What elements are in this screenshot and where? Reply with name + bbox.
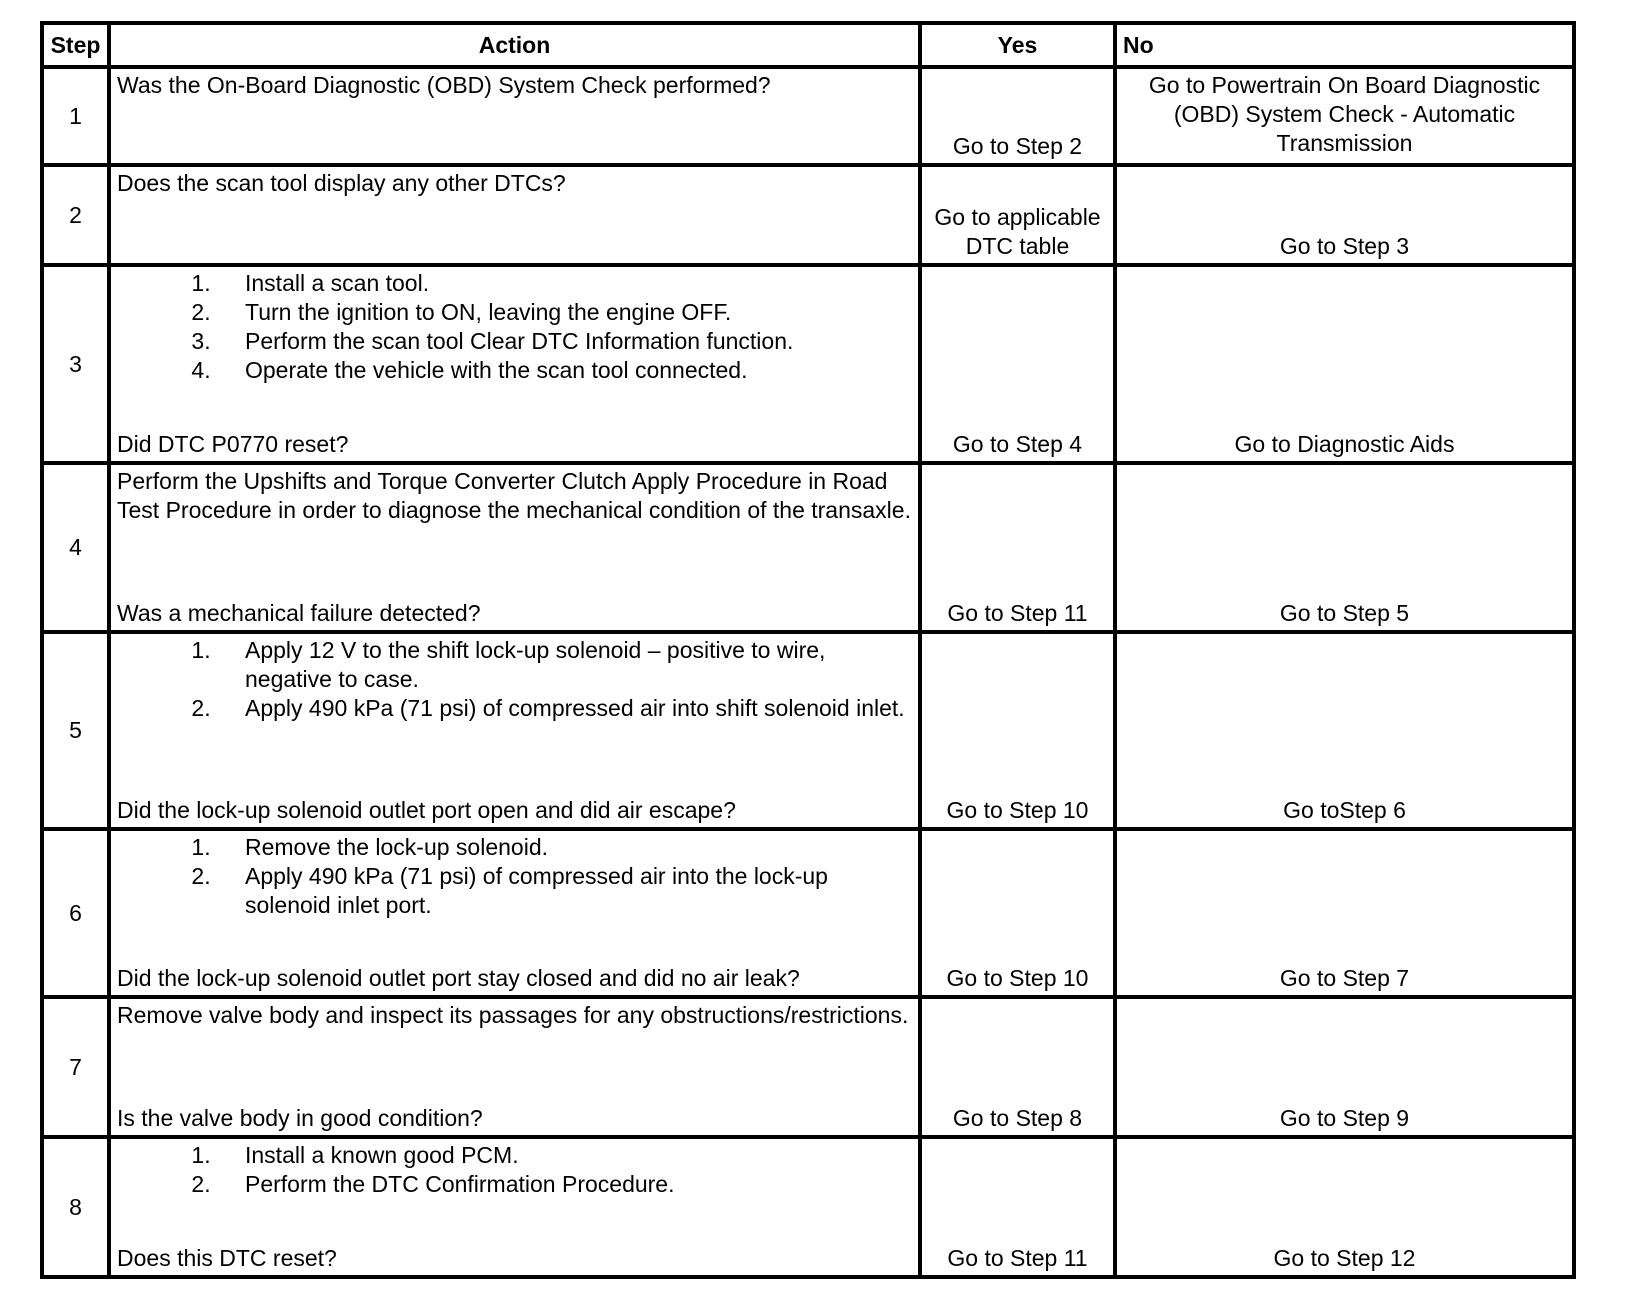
action-step: 4. Operate the vehicle with the scan tool connected. <box>217 356 912 385</box>
step-number: 5 <box>42 632 109 829</box>
header-step: Step <box>42 23 109 67</box>
header-row <box>42 23 1574 67</box>
no-link[interactable]: Go to Powertrain On Board Diagnostic (OBD) System Check - Automatic Transmission <box>1115 67 1574 165</box>
step-number: 8 <box>42 1137 109 1277</box>
table-row <box>42 265 1574 463</box>
action-question: Is the valve body in good condition? <box>117 1105 483 1131</box>
yes-link[interactable]: Go to Step 10 <box>920 632 1115 829</box>
action-cell <box>109 997 920 1137</box>
header-no: No <box>1115 23 1574 67</box>
header-yes: Yes <box>920 23 1115 67</box>
action-step: 1. Apply 12 V to the shift lock-up solenoid – positive to wire, negative to case. <box>217 636 912 694</box>
no-link[interactable]: Go to Step 12 <box>1115 1137 1574 1277</box>
action-cell <box>109 1137 920 1277</box>
action-question: Did the lock-up solenoid outlet port stay closed and did no air leak? <box>117 965 800 991</box>
action-cell <box>109 165 920 265</box>
action-question: Did DTC P0770 reset? <box>117 431 349 457</box>
action-step: 2. Apply 490 kPa (71 psi) of compressed air into shift solenoid inlet. <box>217 694 912 723</box>
table-row <box>42 165 1574 265</box>
action-steps <box>117 833 912 920</box>
action-step: 1. Install a known good PCM. <box>217 1141 912 1170</box>
action-step: 2. Perform the DTC Confirmation Procedure. <box>217 1170 912 1199</box>
action-cell <box>109 632 920 829</box>
yes-link[interactable]: Go to Step 4 <box>920 265 1115 463</box>
step-number: 1 <box>42 67 109 165</box>
action-text: Remove valve body and inspect its passages for any obstructions/restrictions. <box>117 1002 909 1028</box>
action-text: Perform the Upshifts and Torque Converter Clutch Apply Procedure in Road Test Procedure in order to diagnose the mechanical condition of the transaxle. <box>117 468 911 523</box>
table-row <box>42 829 1574 997</box>
action-step: 2. Turn the ignition to ON, leaving the engine OFF. <box>217 298 912 327</box>
action-step: 3. Perform the scan tool Clear DTC Information function. <box>217 327 912 356</box>
action-step: 2. Apply 490 kPa (71 psi) of compressed air into the lock-up solenoid inlet port. <box>217 862 912 920</box>
action-step: 1. Install a scan tool. <box>217 269 912 298</box>
action-text: Was the On-Board Diagnostic (OBD) System Check performed? <box>117 72 771 98</box>
action-text: Does the scan tool display any other DTCs? <box>117 170 566 196</box>
yes-link[interactable]: Go to Step 8 <box>920 997 1115 1137</box>
table-row <box>42 67 1574 165</box>
action-cell <box>109 463 920 632</box>
no-link[interactable]: Go to Step 5 <box>1115 463 1574 632</box>
action-question: Did the lock-up solenoid outlet port open and did air escape? <box>117 797 736 823</box>
no-link[interactable]: Go to Step 7 <box>1115 829 1574 997</box>
no-link[interactable]: Go to Step 3 <box>1115 165 1574 265</box>
step-number: 6 <box>42 829 109 997</box>
diagnostic-table <box>40 21 1576 1279</box>
header-action: Action <box>109 23 920 67</box>
no-link[interactable]: Go toStep 6 <box>1115 632 1574 829</box>
action-step: 1. Remove the lock-up solenoid. <box>217 833 912 862</box>
step-number: 4 <box>42 463 109 632</box>
table-row <box>42 997 1574 1137</box>
step-number: 2 <box>42 165 109 265</box>
action-question: Does this DTC reset? <box>117 1245 337 1271</box>
action-steps <box>117 1141 912 1199</box>
table-row <box>42 463 1574 632</box>
yes-link[interactable]: Go to applicable DTC table <box>920 165 1115 265</box>
yes-link[interactable]: Go to Step 11 <box>920 1137 1115 1277</box>
action-steps <box>117 636 912 723</box>
yes-link[interactable]: Go to Step 11 <box>920 463 1115 632</box>
table-row <box>42 632 1574 829</box>
action-cell <box>109 265 920 463</box>
yes-link[interactable]: Go to Step 2 <box>920 67 1115 165</box>
step-number: 3 <box>42 265 109 463</box>
action-question: Was a mechanical failure detected? <box>117 600 481 626</box>
action-cell <box>109 829 920 997</box>
no-link[interactable]: Go to Diagnostic Aids <box>1115 265 1574 463</box>
no-link[interactable]: Go to Step 9 <box>1115 997 1574 1137</box>
table-row <box>42 1137 1574 1277</box>
yes-link[interactable]: Go to Step 10 <box>920 829 1115 997</box>
step-number: 7 <box>42 997 109 1137</box>
action-steps <box>117 269 912 385</box>
action-cell <box>109 67 920 165</box>
